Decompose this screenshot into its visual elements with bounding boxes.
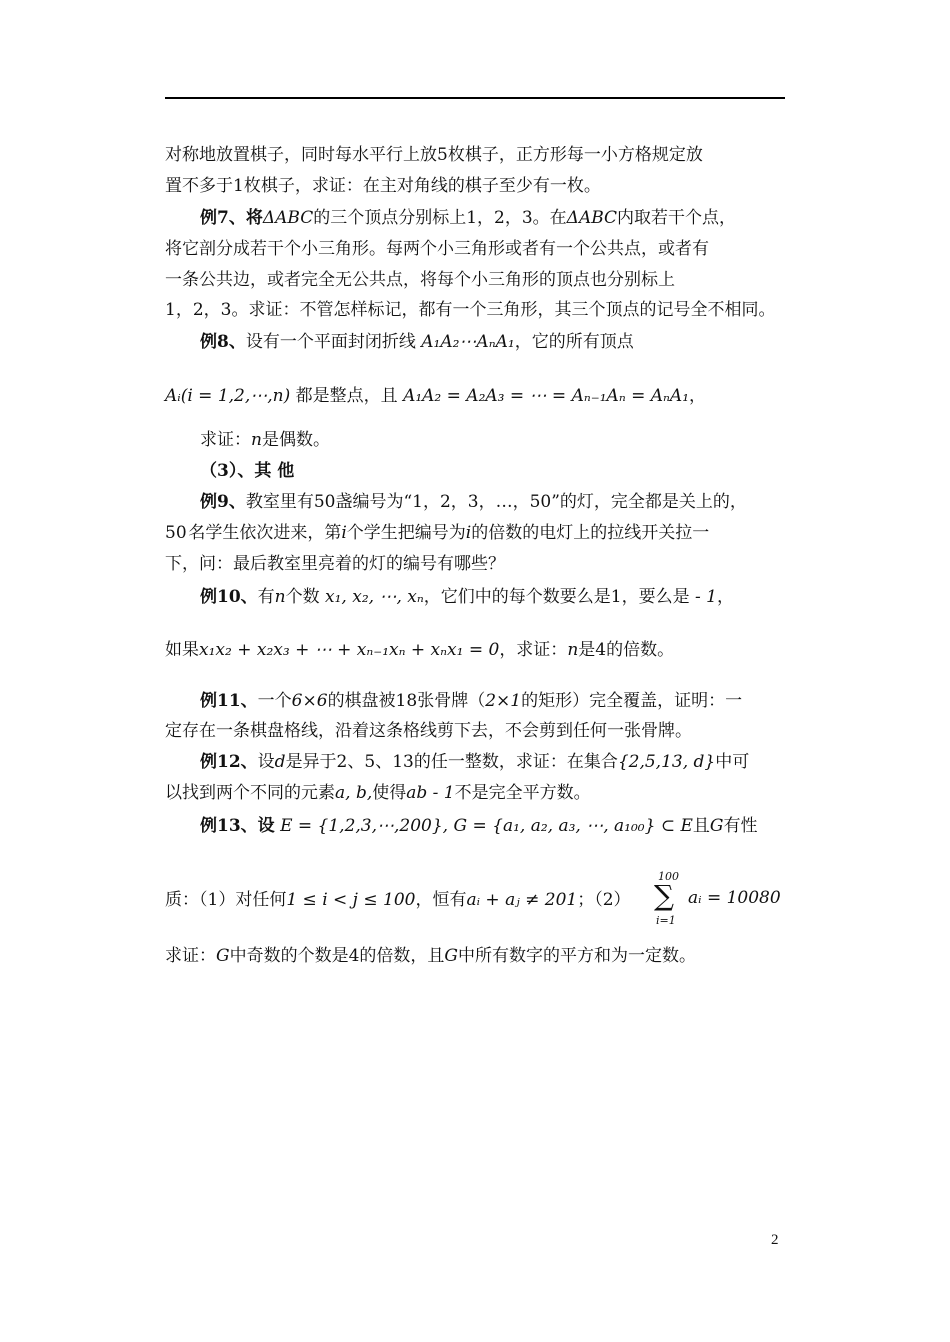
math-triangle: ΔABC — [566, 208, 618, 228]
example-10-label: 例10、 — [200, 587, 258, 607]
example-13-label: 例13、设 — [200, 816, 275, 836]
example-9-line-1: 例9、教室里有50盏编号为“1，2，3，…，50”的灯，完全都是关上的， — [200, 492, 747, 512]
example-10-line-2: 如果x₁x₂ + x₂x₃ + ⋯ + xₙ₋₁xₙ + xₙx₁ = 0，求证：n是4的倍数。 — [165, 640, 675, 660]
text-line: 置不多于1枚棋子，求证：在主对角线的棋子至少有一枚。 — [165, 176, 601, 196]
math-triangle: ΔABC — [262, 208, 314, 228]
example-13-line-2: 质：（1）对任何1 ≤ i < j ≤ 100，恒有aᵢ + aⱼ ≠ 201；（2） — [165, 890, 631, 910]
summation-body: aᵢ = 10080 — [688, 888, 781, 908]
example-9-label: 例9、 — [200, 492, 246, 512]
example-8-line-1: 例8、设有一个平面封闭折线 A₁A₂⋯AₙA₁，它的所有顶点 — [200, 332, 634, 352]
text-line: 定存在一条棋盘格线，沿着这条格线剪下去，不会剪到任何一张骨牌。 — [165, 721, 692, 741]
example-13-line-3: 求证：G中奇数的个数是4的倍数，且G中所有数字的平方和为一定数。 — [165, 946, 697, 966]
section-heading: （3）、其 他 — [200, 461, 295, 481]
example-12-line-2: 以找到两个不同的元素a, b,使得ab - 1不是完全平方数。 — [165, 783, 591, 803]
math-minus-one: - 1 — [694, 587, 717, 607]
example-11-label: 例11、 — [200, 691, 258, 711]
example-8-label: 例8、 — [200, 332, 246, 352]
header-rule — [165, 97, 785, 99]
math-equal-sides: A₁A₂ = A₂A₃ = ⋯ = Aₙ₋₁Aₙ = AₙA₁ — [403, 386, 690, 406]
example-13-line-1: 例13、设 E = {1,2,3,⋯,200}, G = {a₁, a₂, a₃, ⋯, a₁₀₀} ⊂ E且G有性 — [200, 816, 758, 836]
example-7-label: 例7、将 — [200, 208, 263, 228]
example-7-line-1: 例7、将ΔABC的三个顶点分别标上1，2，3。在ΔABC内取若干个点， — [200, 208, 737, 228]
math-x-list: x₁, x₂, ⋯, xₙ — [325, 587, 424, 607]
text-line: 1，2，3。求证：不管怎样标记，都有一个三角形，其三个顶点的记号全不相同。 — [165, 300, 776, 320]
text-line: 对称地放置棋子，同时每水平行上放5枚棋子，正方形每一小方格规定放 — [165, 145, 703, 165]
math-vertices: Aᵢ(i = 1,2,⋯,n) — [165, 386, 291, 406]
example-11-line-1: 例11、一个6×6的棋盘被18张骨牌（2×1的矩形）完全覆盖，证明：一 — [200, 691, 743, 711]
example-12-label: 例12、 — [200, 752, 258, 772]
math-polyline: A₁A₂⋯AₙA₁ — [421, 332, 515, 352]
math-sum-ne: aᵢ + aⱼ ≠ 201 — [466, 890, 578, 910]
example-8-line-2: Aᵢ(i = 1,2,⋯,n) 都是整点，且 A₁A₂ = A₂A₃ = ⋯ = Aₙ₋₁Aₙ = AₙA₁， — [165, 386, 707, 406]
math-set-E-G: E = {1,2,3,⋯,200}, G = {a₁, a₂, a₃, ⋯, a₁₀₀} ⊂ E — [280, 816, 693, 836]
math-board: 6×6 — [291, 691, 328, 711]
math-inequality: 1 ≤ i < j ≤ 100 — [286, 890, 416, 910]
example-12-line-1: 例12、设d是异于2、5、13的任一整数，求证：在集合{2,5,13, d}中可 — [200, 752, 750, 772]
math-sum-equation: x₁x₂ + x₂x₃ + ⋯ + xₙ₋₁xₙ + xₙx₁ = 0 — [199, 640, 500, 660]
math-domino: 2×1 — [485, 691, 522, 711]
example-9-line-2: 50 名学生依次进来，第i个学生把编号为i的倍数的电灯上的拉线开关拉一 — [165, 523, 710, 543]
page-number: 2 — [771, 1232, 779, 1248]
summation-symbol: 100 ∑ i=1 — [654, 870, 679, 927]
text-line: 下，问：最后教室里亮着的灯的编号有哪些？ — [165, 554, 505, 574]
text-line: 一条公共边，或者完全无公共点，将每个小三角形的顶点也分别标上 — [165, 270, 675, 290]
math-set: {2,5,13, d} — [617, 752, 716, 772]
text-line: 将它剖分成若干个小三角形。每两个小三角形或者有一个公共点，或者有 — [165, 239, 709, 259]
example-8-line-3: 求证：n是偶数。 — [200, 430, 330, 450]
example-10-line-1: 例10、有n个数 x₁, x₂, ⋯, xₙ，它们中的每个数要么是1，要么是 - 1， — [200, 587, 734, 607]
